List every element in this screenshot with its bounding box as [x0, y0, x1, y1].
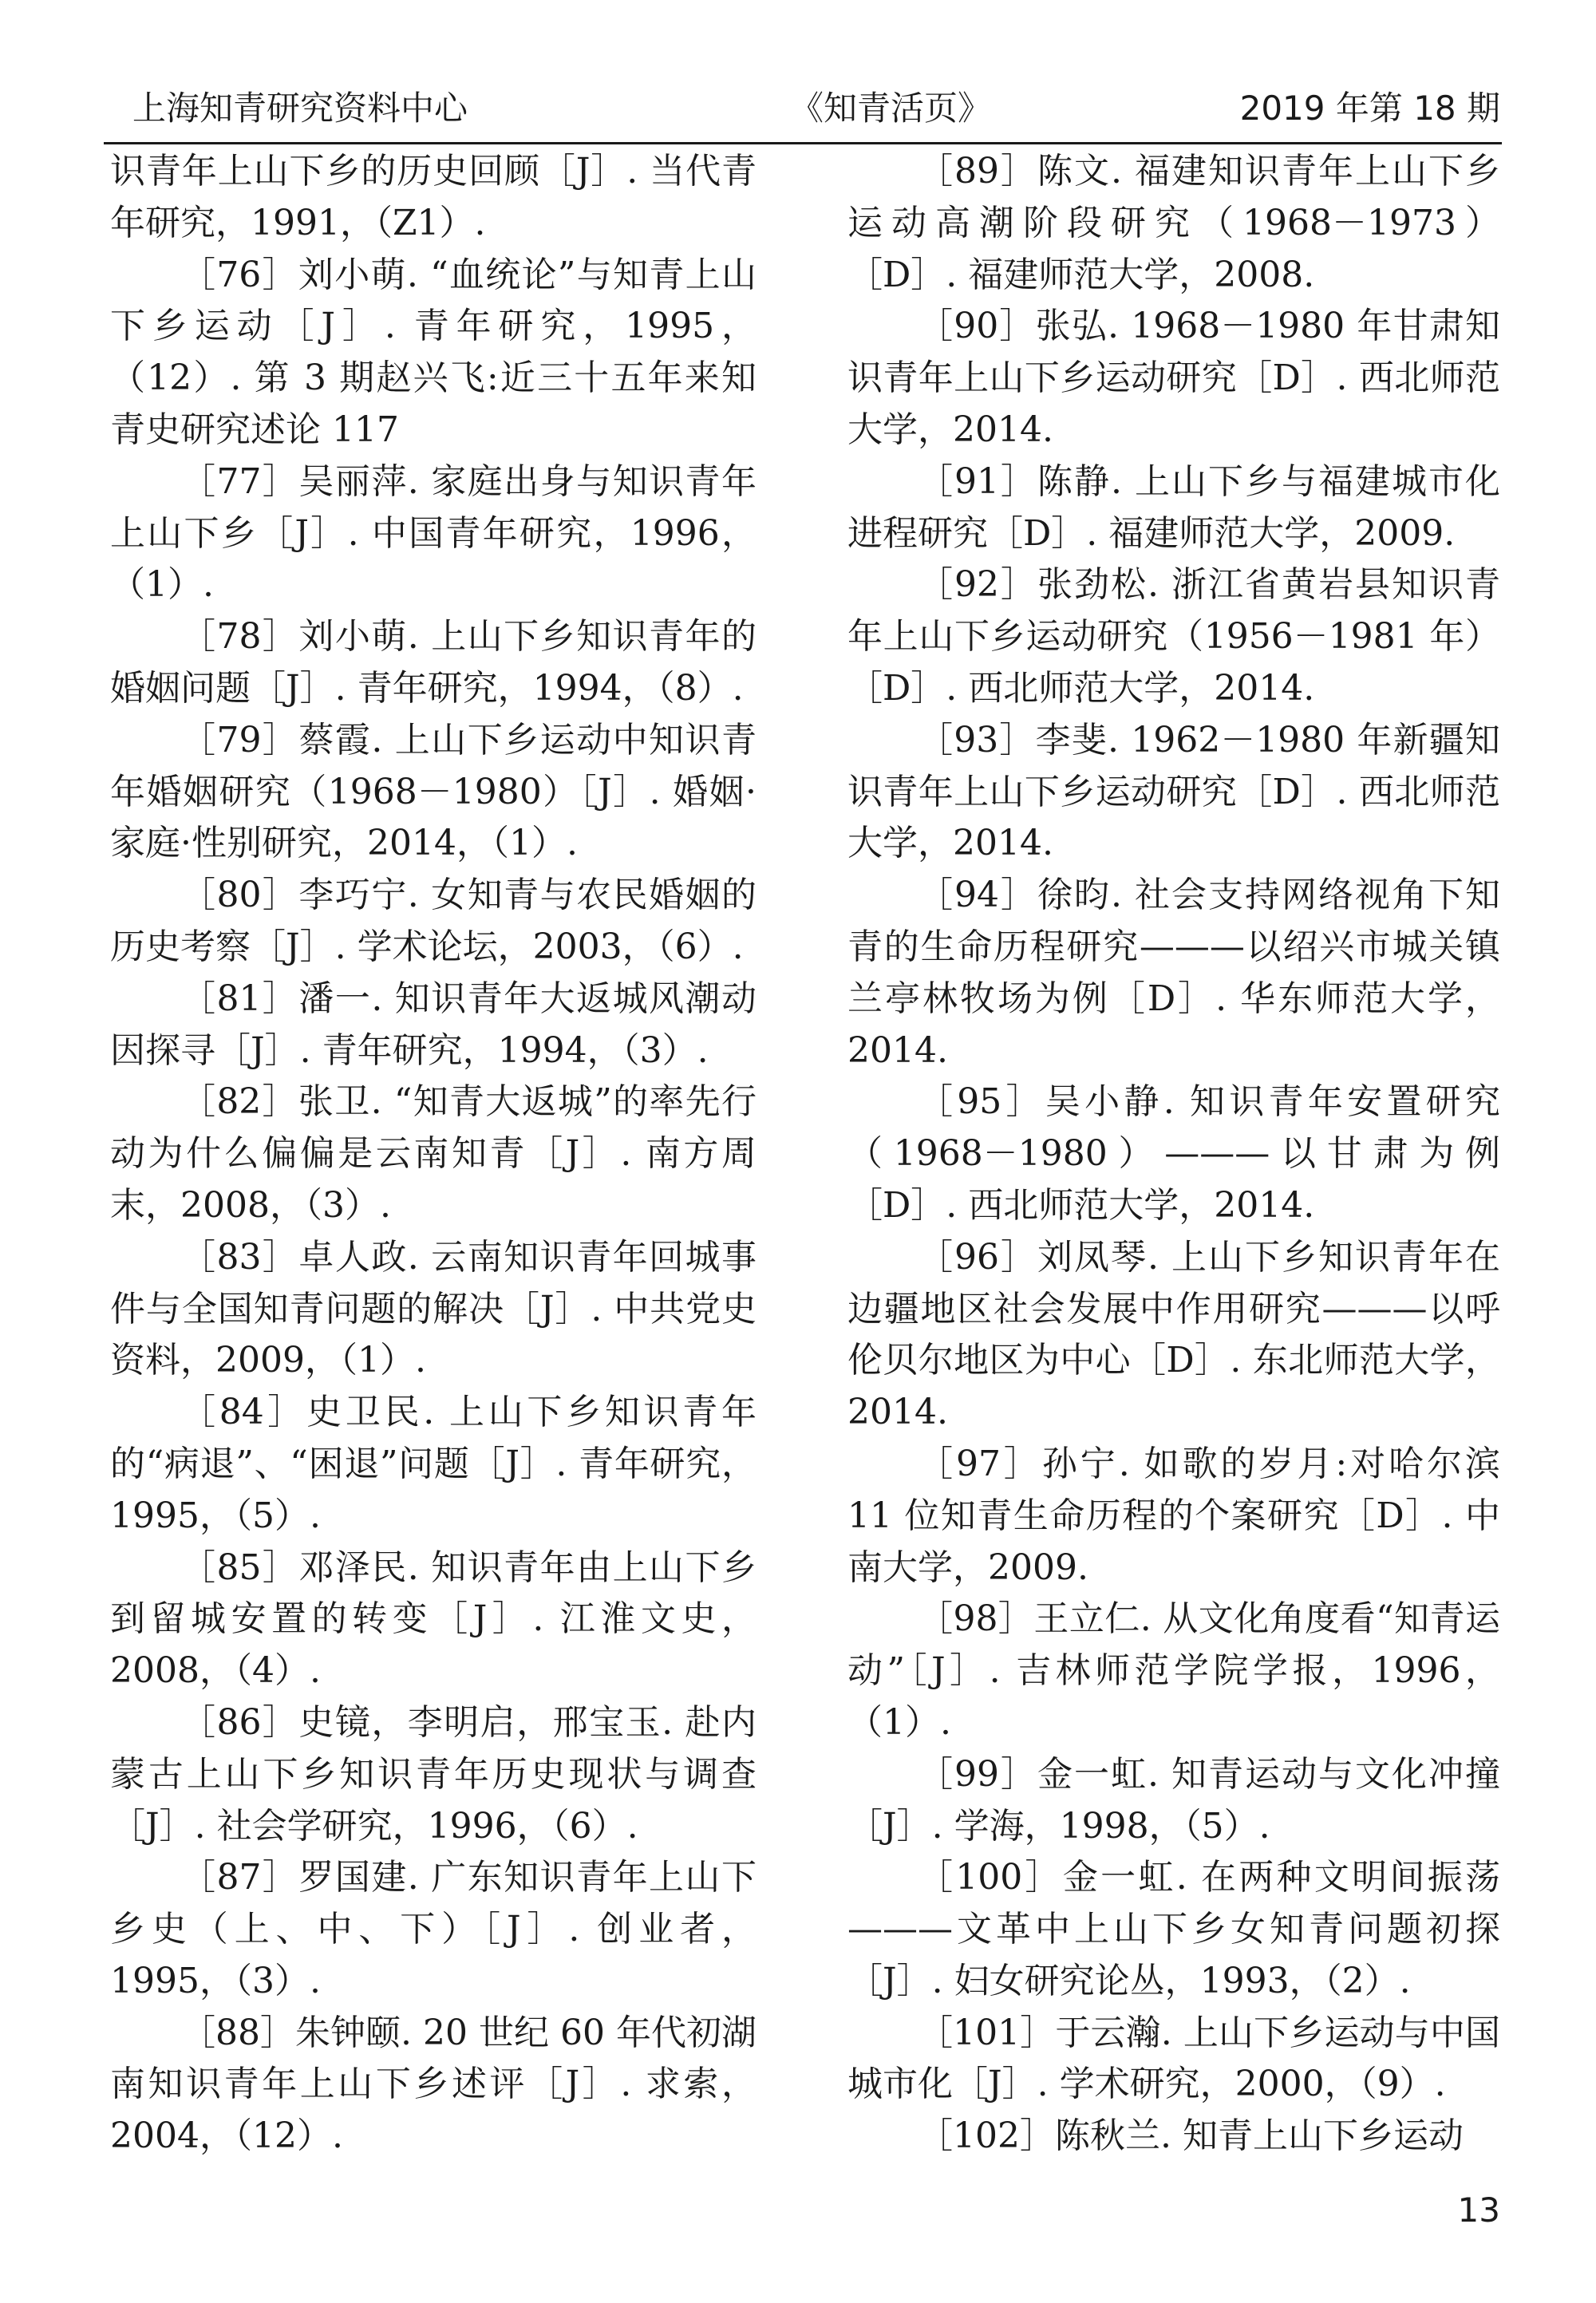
reference-item: ［85］邓泽民. 知识青年由上山下乡到留城安置的转变［J］. 江淮文史，2008，（4）. — [110, 1547, 757, 1692]
reference-item: ［102］陈秋兰. 知青上山下乡运动 — [918, 2115, 1464, 2157]
header-rule — [104, 142, 1502, 144]
reference-item: ［81］潘一. 知识青年大返城风潮动因探寻［J］. 青年研究，1994，（3）. — [110, 978, 757, 1071]
reference-item: ［97］孙宁. 如歌的岁月:对哈尔滨 11 位知青生命历程的个案研究［D］. 中南大学，2009. — [847, 1443, 1500, 1588]
reference-item: ［88］朱钟颐. 20 世纪 60 年代初湖南知识青年上山下乡述评［J］. 求索，2004，（12）. — [110, 2012, 757, 2157]
reference-item: ［78］刘小萌. 上山下乡知识青年的婚姻问题［J］. 青年研究，1994，（8）. — [110, 616, 757, 709]
reference-item: ［94］徐昀. 社会支持网络视角下知青的生命历程研究———以绍兴市城关镇兰亭林牧场为例［D］. 华东师范大学，2014. — [847, 875, 1500, 1071]
reference-item: ［95］吴小静. 知识青年安置研究（1968－1980）———以甘肃为例［D］. 西北师范大学，2014. — [847, 1081, 1500, 1226]
reference-item: ［101］于云瀚. 上山下乡运动与中国城市化［J］. 学术研究，2000，（9）. — [847, 2012, 1500, 2105]
reference-item: ［96］刘凤琴. 上山下乡知识青年在边疆地区社会发展中作用研究———以呼伦贝尔地区为中心［D］. 东北师范大学，2014. — [847, 1236, 1500, 1433]
reference-item: ［77］吴丽萍. 家庭出身与知识青年上山下乡［J］. 中国青年研究，1996，（1）. — [110, 460, 757, 606]
page-number: 13 — [1457, 2190, 1500, 2230]
reference-item: ［84］史卫民. 上山下乡知识青年的“病退”、“困退”问题［J］. 青年研究，1995，（5）. — [110, 1392, 757, 1536]
reference-item: ［89］陈文. 福建知识青年上山下乡运动高潮阶段研究（1968－1973）［D］. 福建师范大学，2008. — [847, 151, 1500, 295]
reference-item: ［91］陈静. 上山下乡与福建城市化进程研究［D］. 福建师范大学，2009. — [847, 460, 1500, 554]
reference-item: ［93］李斐. 1962－1980 年新疆知识青年上山下乡运动研究［D］. 西北师范大学，2014. — [847, 719, 1500, 864]
right-column — [847, 146, 1500, 2163]
reference-item: ［86］史镜，李明启，邢宝玉. 赴内蒙古上山下乡知识青年历史现状与调查［J］. 社会学研究，1996，（6）. — [110, 1701, 757, 1847]
page-header — [104, 77, 1500, 140]
left-column — [110, 146, 757, 2163]
reference-item: ［82］张卫. “知青大返城”的率先行动为什么偏偏是云南知青［J］. 南方周末，2008，（3）. — [110, 1081, 757, 1226]
header-publication-title: 《知青活页》 — [790, 89, 992, 128]
reference-item: ［76］刘小萌. “血统论”与知青上山下乡运动［J］. 青年研究，1995，（12）. 第 3 期赵兴飞:近三十五年来知青史研究述论 117 — [110, 254, 757, 450]
reference-item: ［83］卓人政. 云南知识青年回城事件与全国知青问题的解决［J］. 中共党史资料，2009，（1）. — [110, 1236, 757, 1381]
reference-item: ［79］蔡霞. 上山下乡运动中知识青年婚姻研究（1968－1980）［J］. 婚姻·家庭·性别研究，2014，（1）. — [110, 719, 757, 864]
header-organization: 上海知青研究资料中心 — [132, 89, 468, 128]
reference-item: ［100］金一虹. 在两种文明间振荡———文革中上山下乡女知青问题初探［J］. 妇女研究论丛，1993，（2）. — [847, 1857, 1500, 2001]
reference-item: ［98］王立仁. 从文化角度看“知青运动”［J］. 吉林师范学院学报，1996，（1）. — [847, 1598, 1500, 1743]
header-issue: 2019 年第 18 期 — [1239, 89, 1500, 128]
reference-item: ［92］张劲松. 浙江省黄岩县知识青年上山下乡运动研究（1956－1981 年）［D］. 西北师范大学，2014. — [847, 564, 1500, 709]
reference-item: ［87］罗国建. 广东知识青年上山下乡史（上、中、下）［J］. 创业者，1995，（3）. — [110, 1857, 757, 2001]
reference-item: ［80］李巧宁. 女知青与农民婚姻的历史考察［J］. 学术论坛，2003，（6）. — [110, 875, 757, 967]
reference-item: ［90］张弘. 1968－1980 年甘肃知识青年上山下乡运动研究［D］. 西北师范大学，2014. — [847, 306, 1500, 450]
reference-item: ［99］金一虹. 知青运动与文化冲撞［J］. 学海，1998，（5）. — [847, 1753, 1500, 1847]
reference-continuation: 识青年上山下乡的历史回顾［J］. 当代青年研究，1991，（Z1）. — [110, 151, 757, 243]
